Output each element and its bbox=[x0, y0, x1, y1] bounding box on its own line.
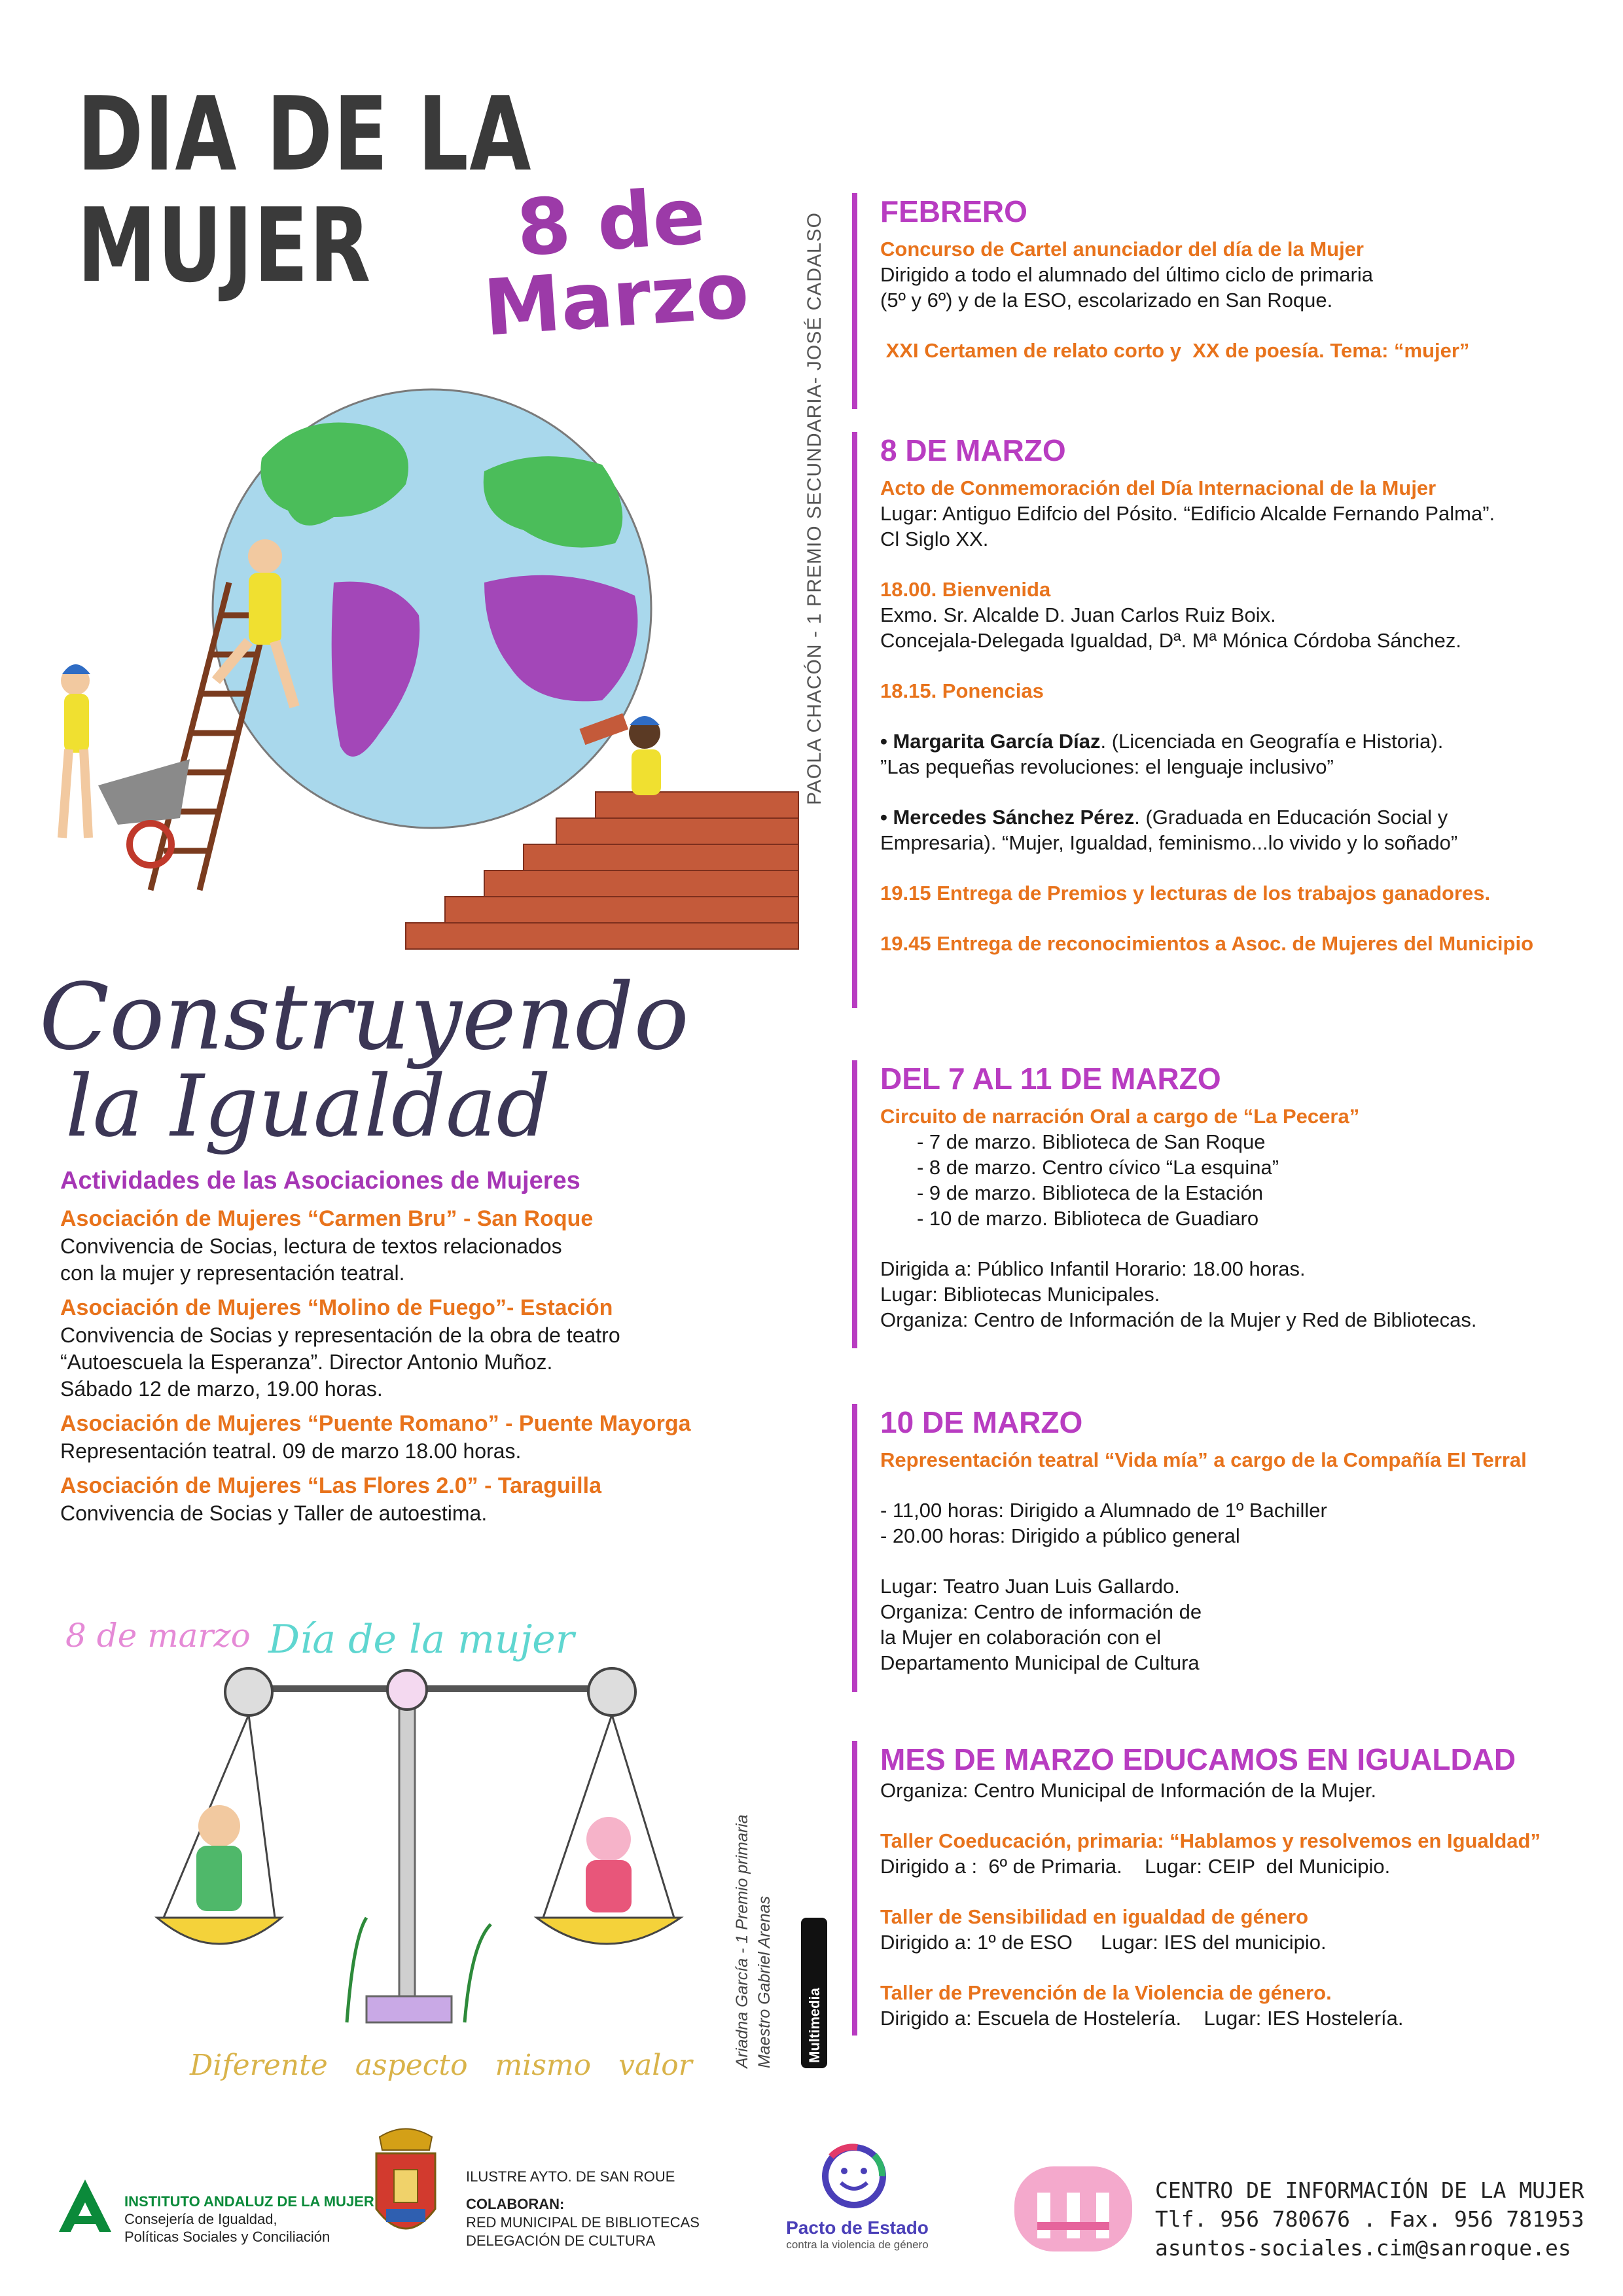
acto-detail: Cl Siglo XX. bbox=[880, 528, 989, 550]
ayto-name: ILUSTRE AYTO. DE SAN ROUE bbox=[466, 2168, 675, 2185]
ponente-1-role: . (Licenciada en Geografía e Historia). bbox=[1100, 730, 1444, 753]
poster-title bbox=[77, 75, 533, 305]
circuito-info: Dirigida a: Público Infantil Horario: 18.00 horas. bbox=[880, 1257, 1306, 1280]
concurso-title: Concurso de Cartel anunciador del día de la Mujer bbox=[880, 238, 1364, 260]
title-line-2: MUJER bbox=[77, 186, 372, 305]
date-headline bbox=[476, 170, 752, 353]
slogan-line-2: la Igualdad bbox=[65, 1056, 551, 1156]
cim-logo bbox=[1011, 2160, 1135, 2258]
equal-symbol-icon bbox=[387, 1670, 427, 1710]
marzo10-section bbox=[880, 1404, 1607, 1676]
slogan-line-1: Construyendo bbox=[39, 964, 689, 1071]
delegacion-cultura: DELEGACIÓN DE CULTURA bbox=[466, 2233, 656, 2249]
taller-detail: Dirigido a: Escuela de Hostelería. Lugar: IES Hostelería. bbox=[880, 2007, 1404, 2030]
boy-figure bbox=[198, 1805, 240, 1847]
asociacion-name: Asociación de Mujeres “Las Flores 2.0” - Taraguilla bbox=[60, 1473, 601, 1498]
san-roque-coat-of-arms-icon bbox=[366, 2124, 445, 2255]
cim-phone: Tlf. 956 780676 . Fax. 956 781953 bbox=[1155, 2206, 1584, 2232]
del7al11-section bbox=[880, 1060, 1607, 1333]
representacion-info: Organiza: Centro de información de bbox=[880, 1600, 1202, 1623]
ponencias-title: 18.15. Ponencias bbox=[880, 679, 1044, 702]
asociacion-detail: Convivencia de Socias y representación de la obra de teatro bbox=[60, 1323, 620, 1347]
taller-title: Taller de Sensibilidad en igualdad de género bbox=[880, 1905, 1309, 1928]
drawing-bottom-text: Diferente aspecto mismo valor bbox=[190, 2049, 692, 2082]
marzo8-bar bbox=[852, 432, 857, 1008]
representacion-info: Departamento Municipal de Cultura bbox=[880, 1651, 1200, 1674]
concurso-detail: Dirigido a todo el alumnado del último ciclo de primaria bbox=[880, 263, 1373, 286]
asociacion-name: Asociación de Mujeres “Puente Romano” - Puente Mayorga bbox=[60, 1411, 691, 1436]
asociacion-name: Asociación de Mujeres “Carmen Bru” - San Roque bbox=[60, 1206, 594, 1231]
pacto-subtitle: contra la violencia de género bbox=[786, 2238, 929, 2251]
female-symbol-icon bbox=[588, 1668, 635, 1715]
asociacion-detail: Convivencia de Socias y Taller de autoestima. bbox=[60, 1501, 488, 1525]
bienvenida-title: 18.00. Bienvenida bbox=[880, 578, 1051, 601]
ponente-2-talk: Empresaria). “Mujer, Igualdad, feminismo...lo vivido y lo soñado” bbox=[880, 831, 1458, 854]
iam-name: INSTITUTO ANDALUZ DE LA MUJER bbox=[124, 2193, 374, 2210]
ponente-2-role: . (Graduada en Educación Social y bbox=[1134, 806, 1448, 829]
multimedia-badge bbox=[801, 1918, 827, 2068]
educamos-bar bbox=[852, 1741, 857, 2036]
girl-figure bbox=[586, 1817, 631, 1861]
ponente-1-talk: ”Las pequeñas revoluciones: el lenguaje inclusivo” bbox=[880, 755, 1334, 778]
title-line-1: DIA DE LA bbox=[77, 75, 533, 194]
representacion-time: - 20.00 horas: Dirigido a público general bbox=[880, 1524, 1240, 1547]
asociacion-name: Asociación de Mujeres “Molino de Fuego”- Estación bbox=[60, 1295, 613, 1320]
educamos-organiza: Organiza: Centro Municipal de Información de la Mujer. bbox=[880, 1779, 1377, 1802]
reconocimientos-item: 19.45 Entrega de reconocimientos a Asoc. de Mujeres del Municipio bbox=[880, 932, 1534, 955]
pacto-title: Pacto de Estado bbox=[786, 2217, 929, 2238]
ponente-2-name: • Mercedes Sánchez Pérez bbox=[880, 806, 1135, 829]
circuito-date: - 7 de marzo. Biblioteca de San Roque bbox=[917, 1130, 1266, 1153]
asociacion-item bbox=[60, 1471, 793, 1527]
del7al11-title: DEL 7 AL 11 DE MARZO bbox=[880, 1062, 1221, 1096]
febrero-section bbox=[880, 193, 1607, 363]
marzo10-bar bbox=[852, 1404, 857, 1692]
marzo8-section bbox=[880, 432, 1607, 956]
asociacion-item bbox=[60, 1293, 793, 1403]
febrero-bar bbox=[852, 193, 857, 409]
circuito-date: - 8 de marzo. Centro cívico “La esquina” bbox=[917, 1156, 1279, 1179]
educamos-title: MES DE MARZO EDUCAMOS EN IGUALDAD bbox=[880, 1742, 1516, 1776]
junta-andalucia-logo bbox=[52, 2173, 118, 2238]
ponente-1 bbox=[880, 728, 1607, 754]
pacto-estado-logo bbox=[812, 2137, 897, 2215]
asociaciones-activities bbox=[60, 1165, 793, 1527]
cim-email: asuntos-sociales.cim@sanroque.es bbox=[1155, 2235, 1571, 2261]
colaboran-label: COLABORAN: bbox=[466, 2196, 565, 2212]
febrero-title: FEBRERO bbox=[880, 194, 1027, 228]
cim-title: CENTRO DE INFORMACIÓN DE LA MUJER bbox=[1155, 2178, 1584, 2203]
asociaciones-heading: Actividades de las Asociaciones de Mujeres bbox=[60, 1167, 580, 1194]
circuito-info: Organiza: Centro de Información de la Mujer y Red de Bibliotecas. bbox=[880, 1308, 1477, 1331]
asociacion-item bbox=[60, 1204, 793, 1287]
ayto-block bbox=[466, 2168, 700, 2250]
concurso-detail: (5º y 6º) y de la ESO, escolarizado en San Roque. bbox=[880, 289, 1333, 312]
circuito-date: - 9 de marzo. Biblioteca de la Estación bbox=[917, 1181, 1263, 1204]
male-symbol-icon bbox=[225, 1668, 272, 1715]
educamos-section bbox=[880, 1741, 1607, 2031]
circuito-info: Lugar: Bibliotecas Municipales. bbox=[880, 1283, 1160, 1306]
representacion-title: Representación teatral “Vida mía” a cargo de la Compañía El Terral bbox=[880, 1448, 1527, 1471]
representacion-info: la Mujer en colaboración con el bbox=[880, 1626, 1162, 1649]
asociacion-detail: Representación teatral. 09 de marzo 18.00 horas. bbox=[60, 1439, 522, 1463]
asociacion-detail: con la mujer y representación teatral. bbox=[60, 1261, 405, 1285]
drawing-credit-line-1: Ariadna García - 1 Premio primaria bbox=[733, 1814, 751, 2068]
bienvenida-detail: Concejala-Delegada Igualdad, Dª. Mª Mónica Córdoba Sánchez. bbox=[880, 629, 1462, 652]
asociacion-detail: Convivencia de Socias, lectura de textos relacionados bbox=[60, 1234, 562, 1258]
globe-illustration bbox=[26, 367, 812, 969]
asociacion-item bbox=[60, 1409, 793, 1465]
ponente-1-name: • Margarita García Díaz bbox=[880, 730, 1101, 753]
taller-title: Taller Coeducación, primaria: “Hablamos y resolvemos en Igualdad” bbox=[880, 1829, 1541, 1852]
del7al11-bar bbox=[852, 1060, 857, 1348]
acto-detail: Lugar: Antiguo Edifcio del Pósito. “Edificio Alcalde Fernando Palma”. bbox=[880, 502, 1495, 525]
cim-contact bbox=[1155, 2176, 1584, 2263]
representacion-info: Lugar: Teatro Juan Luis Gallardo. bbox=[880, 1575, 1180, 1598]
marzo10-title: 10 DE MARZO bbox=[880, 1405, 1083, 1439]
asociacion-detail: Sábado 12 de marzo, 19.00 horas. bbox=[60, 1377, 383, 1401]
marzo8-title: 8 DE MARZO bbox=[880, 433, 1066, 467]
red-bibliotecas: RED MUNICIPAL DE BIBLIOTECAS bbox=[466, 2214, 700, 2231]
certamen-title: XXI Certamen de relato corto y XX de poesía. Tema: “mujer” bbox=[880, 339, 1470, 362]
ponente-2 bbox=[880, 804, 1607, 830]
taller-title: Taller de Prevención de la Violencia de género. bbox=[880, 1981, 1332, 2004]
date-line-2: Marzo bbox=[480, 244, 752, 353]
asociacion-detail: “Autoescuela la Esperanza”. Director Antonio Muñoz. bbox=[60, 1350, 553, 1374]
taller-detail: Dirigido a: 1º de ESO Lugar: IES del municipio. bbox=[880, 1931, 1327, 1954]
drawing-credit bbox=[733, 1741, 785, 2068]
multimedia-badge-text: Multimedia bbox=[806, 1988, 823, 2063]
vertical-credit-text: PAOLA CHACÓN - 1 PREMIO SECUNDARIA- JOSÉ CADALSO bbox=[804, 212, 825, 805]
scale-illustration bbox=[59, 1617, 753, 2101]
bienvenida-detail: Exmo. Sr. Alcalde D. Juan Carlos Ruiz Boix. bbox=[880, 603, 1276, 626]
date-line-1: 8 de bbox=[514, 170, 708, 274]
circuito-title: Circuito de narración Oral a cargo de “La Pecera” bbox=[880, 1105, 1360, 1128]
drawing-credit-line-2: Maestro Gabriel Arenas bbox=[755, 1895, 774, 2068]
drawing-title-text: Día de la mujer bbox=[268, 1617, 575, 1662]
circuito-date: - 10 de marzo. Biblioteca de Guadiaro bbox=[917, 1207, 1259, 1230]
acto-title: Acto de Conmemoración del Día Internacional de la Mujer bbox=[880, 476, 1436, 499]
drawing-date-text: 8 de marzo bbox=[65, 1617, 251, 1655]
balance-scale bbox=[59, 1656, 753, 2062]
representacion-time: - 11,00 horas: Dirigido a Alumnado de 1º Bachiller bbox=[880, 1499, 1327, 1522]
wheelbarrow-figure bbox=[61, 664, 190, 865]
iam-politicas: Políticas Sociales y Conciliación bbox=[124, 2229, 330, 2245]
pacto-text bbox=[779, 2217, 936, 2251]
iam-consejeria: Consejería de Igualdad, bbox=[124, 2211, 277, 2227]
premios-item: 19.15 Entrega de Premios y lecturas de los trabajos ganadores. bbox=[880, 882, 1491, 905]
taller-detail: Dirigido a : 6º de Primaria. Lugar: CEIP del Municipio. bbox=[880, 1855, 1391, 1878]
iam-block bbox=[124, 2193, 374, 2246]
